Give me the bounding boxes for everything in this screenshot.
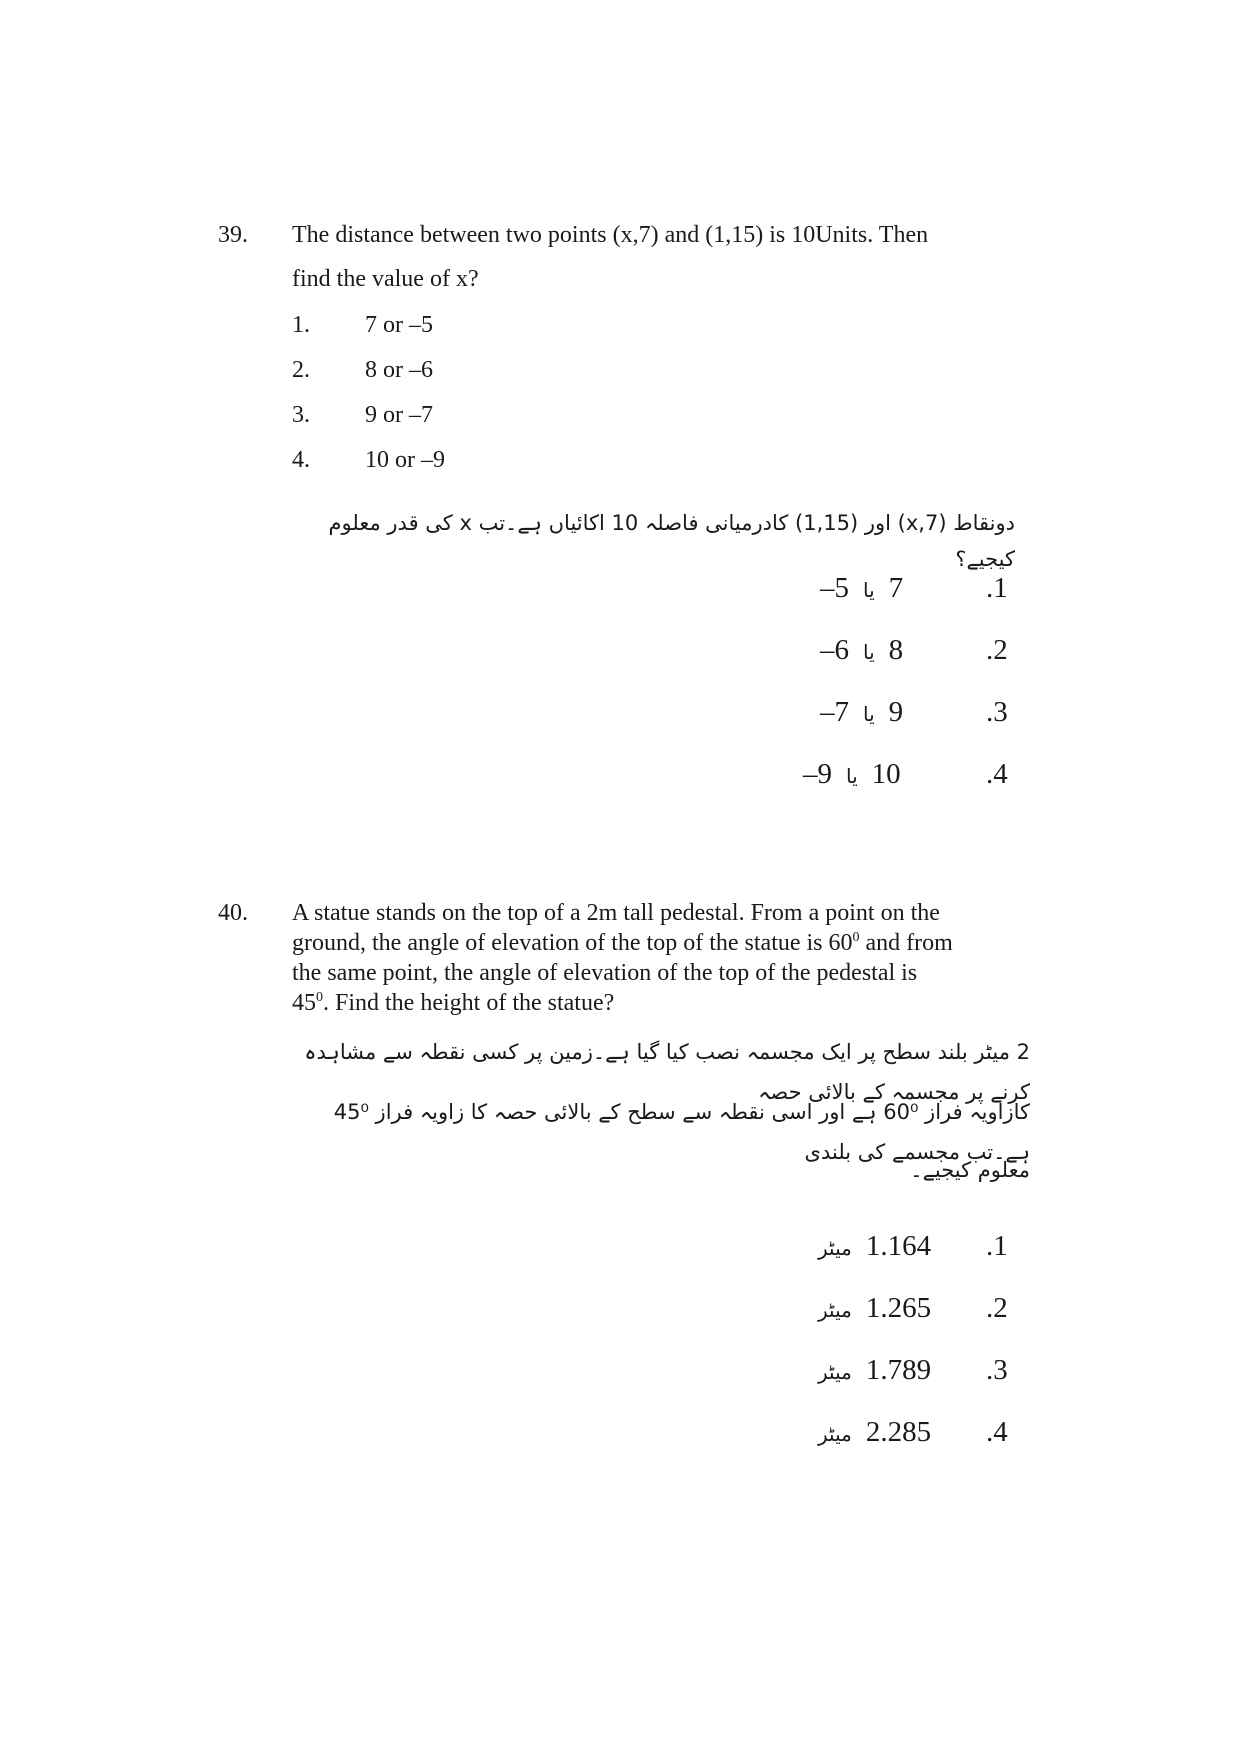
- unit-word: میٹر: [818, 1236, 852, 1260]
- option-value: 9 or –7: [365, 402, 433, 428]
- question-text-line: find the value of x?: [292, 266, 479, 292]
- option-number: 2.: [292, 357, 310, 383]
- urdu-question-text: دونقاط (x,7) اور (1,15) کادرمیانی فاصلہ 10 اکائیاں ہے۔تب x کی قدر معلوم کیجیے؟: [328, 511, 1015, 571]
- urdu-option: [818, 1290, 931, 1328]
- urdu-option-number: .2: [986, 634, 1008, 666]
- urdu-option-a: 8: [888, 634, 904, 666]
- unit-word: میٹر: [818, 1360, 852, 1384]
- option-value: 1.265: [865, 1292, 932, 1324]
- urdu-question-line: معلوم کیجیے۔: [910, 1158, 1030, 1182]
- option-value: 2.285: [865, 1416, 932, 1448]
- urdu-option-number: .3: [986, 1354, 1008, 1386]
- urdu-option: [820, 570, 903, 608]
- text-fragment: and from: [859, 930, 953, 956]
- question-text-line: the same point, the angle of elevation of the top of the pedestal is: [292, 960, 918, 986]
- urdu-option: [820, 632, 903, 670]
- urdu-option-b: –6: [820, 634, 849, 666]
- question-number: 39.: [218, 222, 248, 248]
- question-text-line: [292, 928, 1052, 958]
- urdu-option: [803, 756, 901, 794]
- urdu-option-b: –9: [803, 758, 832, 790]
- question-text-line: The distance between two points (x,7) and (1,15) is 10Units. Then: [292, 222, 929, 248]
- urdu-option-a: 9: [888, 696, 904, 728]
- option-value: 7 or –5: [365, 312, 433, 338]
- urdu-option-number: .4: [986, 1416, 1008, 1448]
- urdu-option: [820, 694, 903, 732]
- urdu-option-b: –5: [820, 572, 849, 604]
- urdu-option: [818, 1414, 931, 1452]
- option-value: 10 or –9: [365, 447, 445, 473]
- question-text-line: [292, 988, 1052, 1018]
- unit-word: میٹر: [818, 1422, 852, 1446]
- superscript: 0: [852, 930, 860, 945]
- option-value: 1.789: [865, 1354, 932, 1386]
- urdu-option: [818, 1352, 931, 1390]
- option-number: 3.: [292, 402, 310, 428]
- urdu-or-word: یا: [863, 702, 875, 726]
- urdu-option-number: .3: [986, 696, 1008, 728]
- urdu-question-line: کازاویہ فراز 60⁰ ہے اور اسی نقطہ سے سطح کے بالائی حصہ کا زاویہ فراز 45⁰ ہے۔تب مجسمے کی بلندی: [333, 1100, 1030, 1164]
- urdu-option-number: .1: [986, 572, 1008, 604]
- urdu-option: [818, 1228, 931, 1266]
- text-fragment: . Find the height of the statue?: [323, 990, 615, 1016]
- urdu-option-number: .2: [986, 1292, 1008, 1324]
- option-number: 1.: [292, 312, 310, 338]
- urdu-option-number: .4: [986, 758, 1008, 790]
- urdu-option-a: 7: [888, 572, 904, 604]
- text-fragment: 45: [292, 990, 316, 1016]
- unit-word: میٹر: [818, 1298, 852, 1322]
- urdu-option-a: 10: [871, 758, 901, 790]
- option-value: 1.164: [865, 1230, 932, 1262]
- option-number: 4.: [292, 447, 310, 473]
- urdu-or-word: یا: [863, 640, 875, 664]
- superscript: 0: [316, 990, 323, 1005]
- question-text-line: A statue stands on the top of a 2m tall pedestal. From a point on the: [292, 900, 940, 926]
- urdu-question-line: 2 میٹر بلند سطح پر ایک مجسمہ نصب کیا گیا ہے۔زمین پر کسی نقطہ سے مشاہدہ کرنے پر مجسمہ کے بالائی حصہ: [304, 1040, 1030, 1104]
- text-fragment: ground, the angle of elevation of the top of the statue is 60: [292, 930, 853, 956]
- urdu-option-number: .1: [986, 1230, 1008, 1262]
- option-value: 8 or –6: [365, 357, 433, 383]
- urdu-option-b: –7: [820, 696, 849, 728]
- urdu-or-word: یا: [863, 578, 875, 602]
- question-number: 40.: [218, 900, 248, 926]
- urdu-or-word: یا: [846, 764, 858, 788]
